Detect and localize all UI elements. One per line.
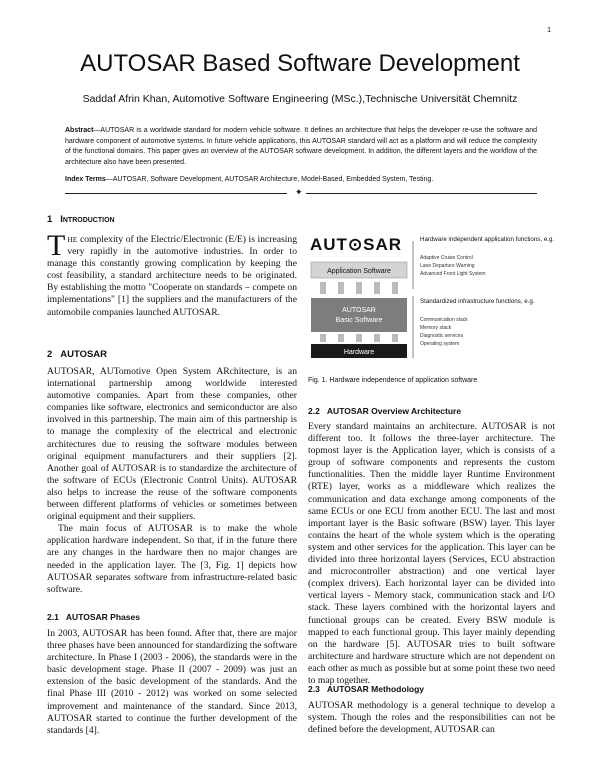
heading-overview: 2.2 AUTOSAR Overview Architecture: [308, 406, 462, 416]
paper-title: AUTOSAR Based Software Development: [80, 50, 520, 77]
rte-dots-lower: [320, 334, 398, 342]
index-terms-text: AUTOSAR, Software Development, AUTOSAR Architecture, Model-Based, Embedded System, Testing.: [112, 176, 434, 183]
separator-line-left: [65, 193, 287, 194]
layer-basic-software: [311, 298, 407, 332]
autosar-body: [47, 366, 297, 596]
abstract: Abstract—AUTOSAR is a worldwide standard for modern vehicle software. It defines an architecture that helps the developer re-use the software and hardware component of automotive systems. In future vehicle applications, this AUTOSAR standard will act as a platform and will reduce the complexity of the functional domains. This paper gives an overview of the AUTOSAR software development. In addition, the different layers and the workflow of the architecture also have been presented.: [65, 127, 537, 166]
bottom-note-item: Operating system: [420, 341, 460, 347]
top-note-item: Advanced Front Light System: [420, 271, 486, 277]
autosar-logo: AUT⊙SAR: [310, 235, 403, 254]
separator-line-right: [306, 193, 537, 194]
bottom-note-title: Standardized infrastructure functions, e.g.: [420, 298, 535, 305]
methodology-paragraph: AUTOSAR methodology is a general technique to develop a system. Though the roles and the responsibilities can not be defined before the development, AUTOSAR can: [308, 700, 555, 736]
heading-phases: 2.1 AUTOSAR Phases: [47, 612, 140, 622]
bottom-note-item: Communication stack: [420, 317, 468, 323]
dropcap: T: [47, 229, 66, 262]
heading-autosar: 2 AUTOSAR: [47, 349, 108, 360]
phases-paragraph: In 2003, AUTOSAR has been found. After that, there are major three phases have been announced for standardizing the software architecture. In Phase I (2003 - 2006), the standards were in the basic development stage. Phase II (2007 - 2009) was just an extension of the basic development of the standards. And the final Phase III (2010 - 2012) was worked on some selected improvement and maintenance of the standard. Since 2013, AUTOSAR started to continue the further development of the standards [4].: [47, 628, 297, 736]
layer-hardware-label: Hardware: [343, 349, 375, 356]
autosar-paragraph-1: AUTOSAR, AUTomotive Open System ARchitecture, is an international partnership among worldwide interested automotive companies. Apart from these companies, other companies like software, electronics and semiconductor are also involved in this partnership. The main aim of this partnership is to manage the complexity of the electrical and electronic architectures due to reusing the software modules between original equipment manufacturers and their suppliers [2]. Another goal of AUTOSAR is to standardize the architecture of the software of ECUs (Electronic Control Units). AUTOSAR also helps to increase the reuse of the software components between different platforms of vehicles or sometimes between original equipment and their suppliers.: [47, 366, 297, 523]
rte-dots: [320, 282, 398, 294]
autosar-paragraph-2: The main focus of AUTOSAR is to make the whole application hardware independent. So that, if in the future there are any changes in the hardware then no major changes are needed in the application layer. The [3, Fig. 1] depicts how AUTOSAR separates software from infrastructure-related basic software.: [47, 523, 297, 595]
intro-paragraph: THE complexity of the Electric/Electronic (E/E) is increasing very rapidly in the automotive industries. In order to manage this constantly growing complication by keeping the cost feasibility, a standard architecture needs to be originated. By establishing the motto "Cooperate on standards – compete on implementations" [1] the suppliers and the manufacturers of the automobile companies launched AUTOSAR.: [47, 229, 297, 318]
top-note-item: Adaptive Cruise Control: [420, 255, 473, 261]
bottom-note-item: Diagnostic services: [420, 333, 464, 339]
figure-caption: Fig. 1. Hardware independence of application software: [308, 377, 478, 384]
layer-bsw-label-1: AUTOSAR: [342, 307, 376, 314]
layer-application-label: Application Software: [327, 268, 391, 275]
heading-introduction: 1 INTRODUCTION: [47, 214, 115, 225]
top-note-item: Lane Departure Warning: [420, 263, 475, 269]
index-terms: Index Terms—AUTOSAR, Software Development, AUTOSAR Architecture, Model-Based, Embedded System, Testing.: [65, 176, 434, 183]
page-number: 1: [547, 27, 551, 34]
top-note-title: Hardware independent application functions, e.g.: [420, 236, 554, 243]
author-line: Saddaf Afrin Khan, Automotive Software Engineering (MSc.),Technische Universität Chemnitz: [82, 93, 518, 105]
bottom-note-item: Memory stack: [420, 325, 452, 331]
separator-diamond-icon: ✦: [295, 187, 303, 197]
layer-bsw-label-2: Basic Software: [335, 317, 383, 324]
index-terms-label: Index Terms: [65, 176, 106, 183]
overview-paragraph: Every standard maintains an architecture. AUTOSAR is not different too. It follows the three-layer architecture. The topmost layer is the Application layer, which is consists of a group of software components and represents the custom functionalities. Then the middle layer Runtime Environment (RTE) layer, works as a middleware which realizes the communication and data exchange among components of the same ECUs or one ECU from another ECU. The last and most important layer is the Basic software (BSW) layer. This layer contains the heart of the whole system which is the operating system and other services for the application. This layer can be divided into three horizontal layers (Services, ECU abstraction and microcontroller abstraction) and one vertical layer (complex drivers). Each horizontal layer can be divided into vertical layers - Memory stack, communication stack and I/O stack. These layers combined with the horizontal layers and functional groups can be created. Every BSW module is mapped to each functional group. This layer mainly depending on the hardware [5]. AUTOSAR tries to built software architecture and hardware structure which are not dependent on each other as much as possible but at some point these two need to map together.: [308, 421, 555, 686]
heading-methodology: 2.3 AUTOSAR Methodology: [308, 684, 425, 694]
abstract-text: AUTOSAR is a worldwide standard for modern vehicle software. It defines an architecture that helps the developer re-use the software and hardware component of automotive systems. In future vehicle applications, this AUTOSAR standard will act as a platform and will reduce the complexity of the functional domains. This paper gives an overview of the AUTOSAR software development. In addition, the different layers and the workflow of the architecture also have been presented.: [65, 127, 537, 166]
abstract-label: Abstract: [65, 127, 94, 134]
figure-architecture: [308, 233, 554, 369]
